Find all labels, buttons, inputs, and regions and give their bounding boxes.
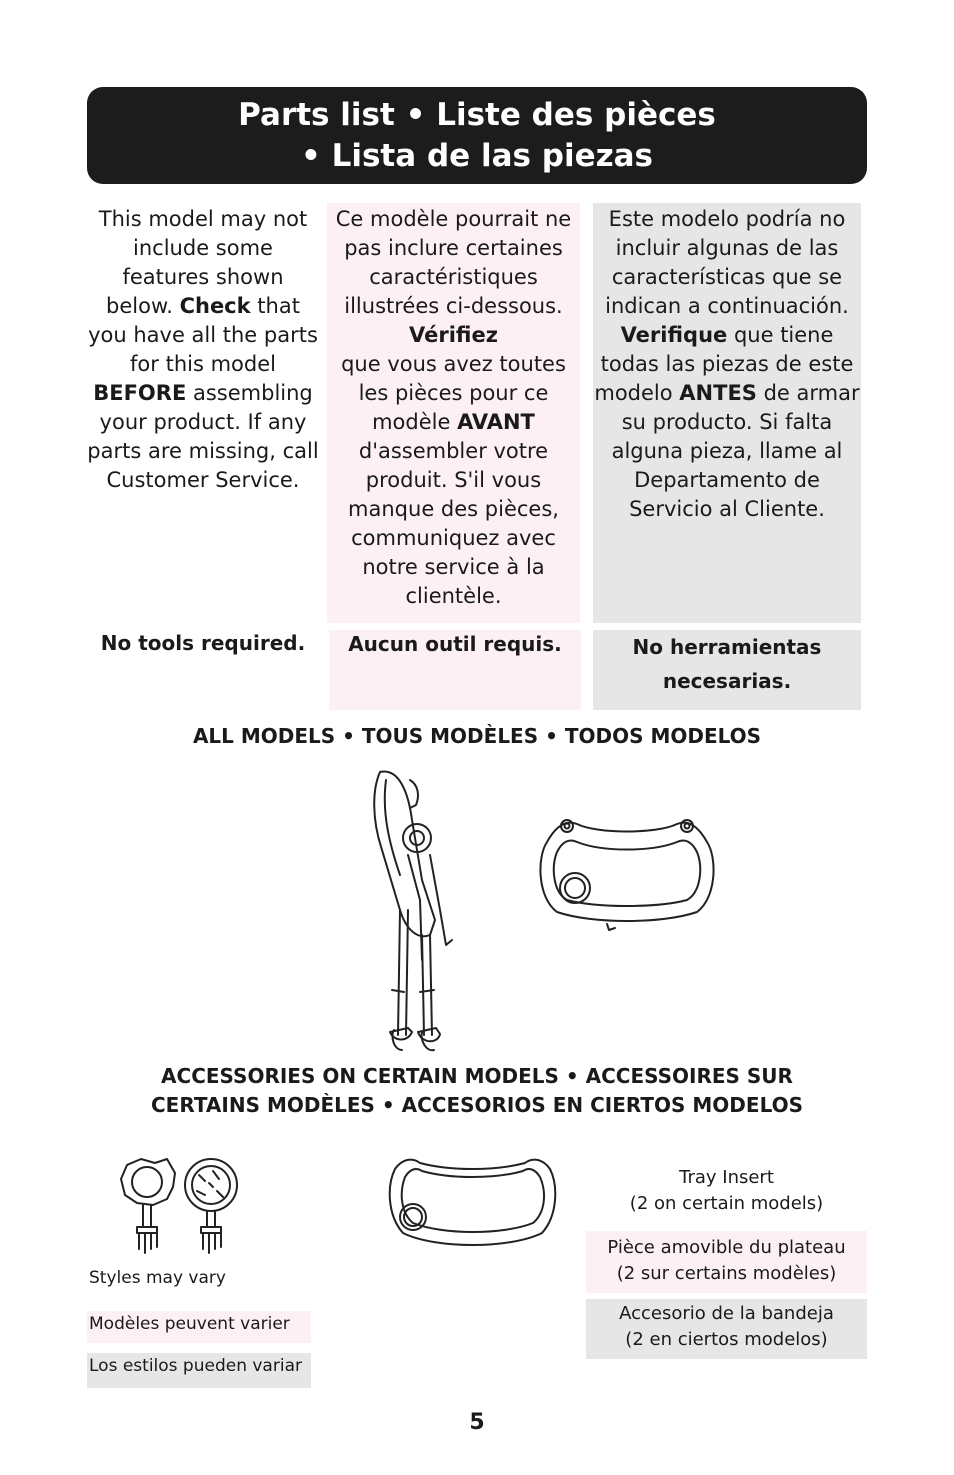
intro-es-antes: ANTES	[679, 381, 757, 405]
accessories-heading	[87, 1062, 867, 1120]
intro-fr-text-1: Ce modèle pourrait ne pas inclure certaines caractéristiques illustrées ci-dessous.	[335, 207, 572, 318]
intro-fr-verifiez: Vérifiez	[409, 323, 498, 347]
intro-es-verifique: Verifique	[620, 323, 728, 347]
tray-insert-caption-french	[586, 1231, 867, 1293]
high-chair-illustration	[360, 760, 470, 1055]
intro-en-text-2: that you have all the parts for this model	[88, 294, 318, 376]
tray-illustration	[537, 812, 717, 932]
intro-es-text-1: Este modelo podría no incluir algunas de las características que se indican a continuación.	[605, 207, 849, 318]
intro-fr-text-2: que vous avez toutes les pièces pour ce modèle	[341, 352, 566, 434]
styles-caption-english: Styles may vary	[89, 1268, 226, 1288]
intro-spanish	[593, 203, 861, 623]
intro-fr-avant: AVANT	[457, 410, 535, 434]
tray-insert-caption-spanish-line-2: (2 en ciertos modelos)	[625, 1329, 828, 1350]
tray-insert-caption-french-line-1: Pièce amovible du plateau	[607, 1237, 846, 1258]
toys-illustration	[113, 1157, 243, 1257]
intro-en-before: BEFORE	[93, 381, 187, 405]
title-line-1: Parts list • Liste des pièces	[238, 96, 716, 133]
title-banner	[87, 87, 867, 184]
accessories-heading-line-1: ACCESSORIES ON CERTAIN MODELS • ACCESSOIRES SUR	[161, 1064, 793, 1088]
styles-caption-french: Modèles peuvent varier	[87, 1311, 311, 1343]
tray-insert-caption-english	[586, 1165, 867, 1217]
intro-en-text-1: This model may not include some features shown below.	[98, 207, 308, 318]
tray-insert-caption-spanish	[586, 1299, 867, 1359]
all-models-heading: ALL MODELS • TOUS MODÈLES • TODOS MODELOS	[192, 724, 762, 748]
intro-en-check: Check	[179, 294, 251, 318]
styles-caption-spanish: Los estilos pueden variar	[87, 1353, 311, 1388]
tray-insert-caption-english-line-2: (2 on certain models)	[629, 1193, 824, 1214]
intro-es-text-2: que tiene todas las piezas de este modelo	[594, 323, 854, 405]
no-tools-french: Aucun outil requis.	[329, 630, 581, 710]
intro-es-text-3: de armar su producto. Si falta alguna pieza, llame al Departamento de Servicio al Cliente.	[611, 381, 860, 521]
tray-insert-caption-spanish-line-1: Accesorio de la bandeja	[619, 1303, 834, 1324]
accessories-heading-line-2: CERTAINS MODÈLES • ACCESORIOS EN CIERTOS MODELOS	[150, 1093, 804, 1117]
tray-insert-caption-french-line-2: (2 sur certains modèles)	[616, 1263, 837, 1284]
no-tools-spanish: No herramientas necesarias.	[593, 630, 861, 710]
intro-fr-text-3: d'assembler votre produit. S'il vous manque des pièces, communiquez avec notre service à la clientèle.	[348, 439, 559, 608]
no-tools-english: No tools required.	[100, 631, 306, 655]
page-number: 5	[469, 1410, 485, 1435]
intro-en-text-3: assembling your product. If any parts are missing, call Customer Service.	[87, 381, 319, 492]
intro-english	[87, 203, 319, 533]
tray-insert-illustration	[385, 1155, 560, 1255]
tray-insert-caption-english-line-1: Tray Insert	[679, 1167, 774, 1188]
intro-french	[327, 203, 580, 623]
title-line-2: • Lista de las piezas	[300, 137, 654, 174]
